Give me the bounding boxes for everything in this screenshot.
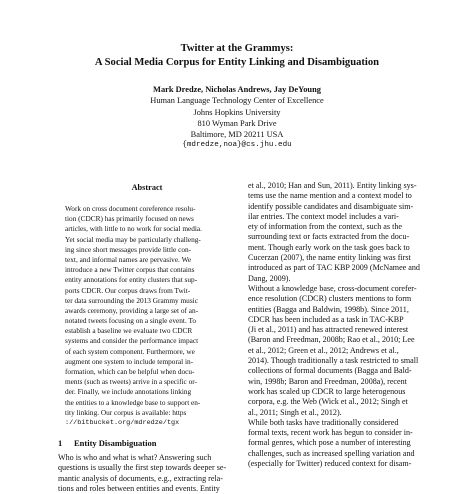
right-paragraph-2 bbox=[248, 284, 424, 418]
abstract-line: ports CDCR. Our corpus draws from Twit- bbox=[65, 285, 191, 295]
body-line: (especially for Twitter) reduced context for disam- bbox=[248, 459, 412, 469]
abstract-line: establish a baseline we evaluate two CDCR bbox=[65, 326, 193, 336]
paper-title-line1: Twitter at the Grammys: bbox=[180, 43, 294, 54]
section-heading bbox=[58, 438, 236, 449]
body-line: ence resolution (CDCR) clusters mentions to form bbox=[248, 294, 412, 304]
body-line: win, 1998b; Baron and Freedman, 2008a), recent bbox=[248, 376, 407, 386]
author-names: Mark Dredze, Nicholas Andrews, Jay DeYoung bbox=[153, 85, 321, 94]
section-number: 1 bbox=[58, 438, 63, 449]
body-line: tems use the name mention and a context model to bbox=[248, 191, 412, 201]
body-line: corpora, e.g. the Web (Wick et al., 2012; Singh et bbox=[248, 397, 408, 407]
abstract-line: systems and consider the performance impact bbox=[65, 336, 199, 346]
body-line: challenges, such as increased spelling variation and bbox=[248, 448, 415, 458]
author-email: {mdredze,noa}@cs.jhu.edu bbox=[182, 141, 292, 150]
abstract-line: notated tweets focusing on a single event. To bbox=[65, 316, 197, 326]
body-line: Cucerzan (2007), the name entity linking was first bbox=[248, 253, 411, 263]
body-line: ety of information from the context, such as the bbox=[248, 222, 402, 232]
body-line: mantic analysis of documents, e.g., extracting rela- bbox=[58, 473, 223, 483]
right-column bbox=[248, 181, 424, 469]
abstract-line: tity linking. Our corpus is available: https bbox=[65, 407, 187, 417]
affiliation-line: Baltimore, MD 20211 USA bbox=[190, 130, 284, 140]
abstract-line: ter data surrounding the 2013 Grammy music bbox=[65, 295, 198, 305]
body-line: collections of formal documents (Bagga and Bald- bbox=[248, 366, 412, 376]
abstract-line: text, and informal names are pervasive. We bbox=[65, 254, 192, 264]
body-line: formal genres, which pose a number of interesting bbox=[248, 438, 411, 448]
abstract-line: Work on cross document coreference resolu- bbox=[65, 204, 196, 213]
abstract-line: tion (CDCR) has primarily focused on news bbox=[65, 214, 194, 224]
abstract-line: Yet social media may be particularly challeng- bbox=[65, 234, 201, 244]
abstract-heading: Abstract bbox=[131, 183, 163, 192]
abstract-line: ing since short messages provide little con- bbox=[65, 244, 192, 254]
right-paragraph-3 bbox=[248, 418, 424, 469]
body-line: Without a knowledge base, cross-document corefer- bbox=[248, 283, 417, 293]
abstract-line: introduce a new Twitter corpus that contains bbox=[65, 265, 195, 275]
body-line: questions is usually the first step towards deeper se- bbox=[58, 463, 227, 473]
corpus-url-link[interactable]: ://bitbucket.org/mdredze/tgx bbox=[65, 418, 180, 427]
abstract-line: awards ceremony, providing a large set of an- bbox=[65, 305, 199, 315]
body-line: formal texts, recent work has begun to consider in- bbox=[248, 428, 413, 438]
abstract-line: entity annotations for entity clusters that sup- bbox=[65, 275, 198, 285]
body-line: (Ji et al., 2011) and has attracted renewed interest bbox=[248, 325, 409, 335]
body-line: et al., 2012; Green et al., 2012; Andrews et al., bbox=[248, 345, 399, 355]
abstract-line: formation, which can be helpful when docu- bbox=[65, 367, 195, 376]
body-line: surrounding text or facts extracted from the docu- bbox=[248, 232, 410, 242]
body-line: Who is who and what is what? Answering such bbox=[58, 453, 212, 463]
abstract-line: the entities to a knowledge base to support en- bbox=[65, 397, 201, 407]
abstract-line: der. Finally, we include annotations linking bbox=[65, 387, 192, 397]
author-block bbox=[0, 84, 474, 152]
body-line: 2014). Though traditionally a task restricted to small bbox=[248, 356, 419, 366]
right-paragraph-1 bbox=[248, 181, 424, 284]
body-line: ment. Though early work on the task goes back to bbox=[248, 242, 410, 252]
body-line: entities (Bagga and Baldwin, 1998b). Since 2011, bbox=[248, 304, 409, 314]
section-title: Entity Disambiguation bbox=[74, 438, 157, 449]
abstract-line: articles, with little to no work for social media. bbox=[65, 224, 202, 234]
affiliation-line: Johns Hopkins University bbox=[193, 107, 281, 117]
body-line: identify possible candidates and disambiguate sim- bbox=[248, 201, 414, 211]
body-line: Dang, 2009). bbox=[248, 273, 291, 283]
body-line: al., 2011; Singh et al., 2012). bbox=[248, 407, 342, 417]
body-line: work has scaled up CDCR to large heterogenous bbox=[248, 386, 406, 396]
left-column bbox=[58, 181, 236, 494]
body-line: tions and roles between entities and events. Entity bbox=[58, 484, 220, 494]
affiliation-line: Human Language Technology Center of Excellence bbox=[150, 96, 324, 106]
body-line: While both tasks have traditionally considered bbox=[248, 417, 399, 427]
body-line: et al., 2010; Han and Sun, 2011). Entity linking sys- bbox=[248, 181, 417, 190]
body-line: (Baron and Freedman, 2008b; Rao et al., 2010; Lee bbox=[248, 335, 415, 345]
abstract-body bbox=[65, 204, 229, 428]
body-line: ilar entries. The context model includes a vari- bbox=[248, 211, 399, 221]
body-line: introduced as part of TAC KBP 2009 (McNamee and bbox=[248, 263, 420, 273]
abstract-line: augment one system to include temporal in- bbox=[65, 356, 194, 366]
body-line: CDCR has been included as a task in TAC-KBP bbox=[248, 314, 404, 324]
abstract-line: of each system component. Furthermore, we bbox=[65, 346, 195, 356]
abstract-line: ments (such as tweets) arrive in a specific or- bbox=[65, 377, 197, 387]
affiliation-line: 810 Wyman Park Drive bbox=[197, 118, 277, 128]
paper-title-line2: A Social Media Corpus for Entity Linking and Disambiguation bbox=[94, 57, 380, 68]
